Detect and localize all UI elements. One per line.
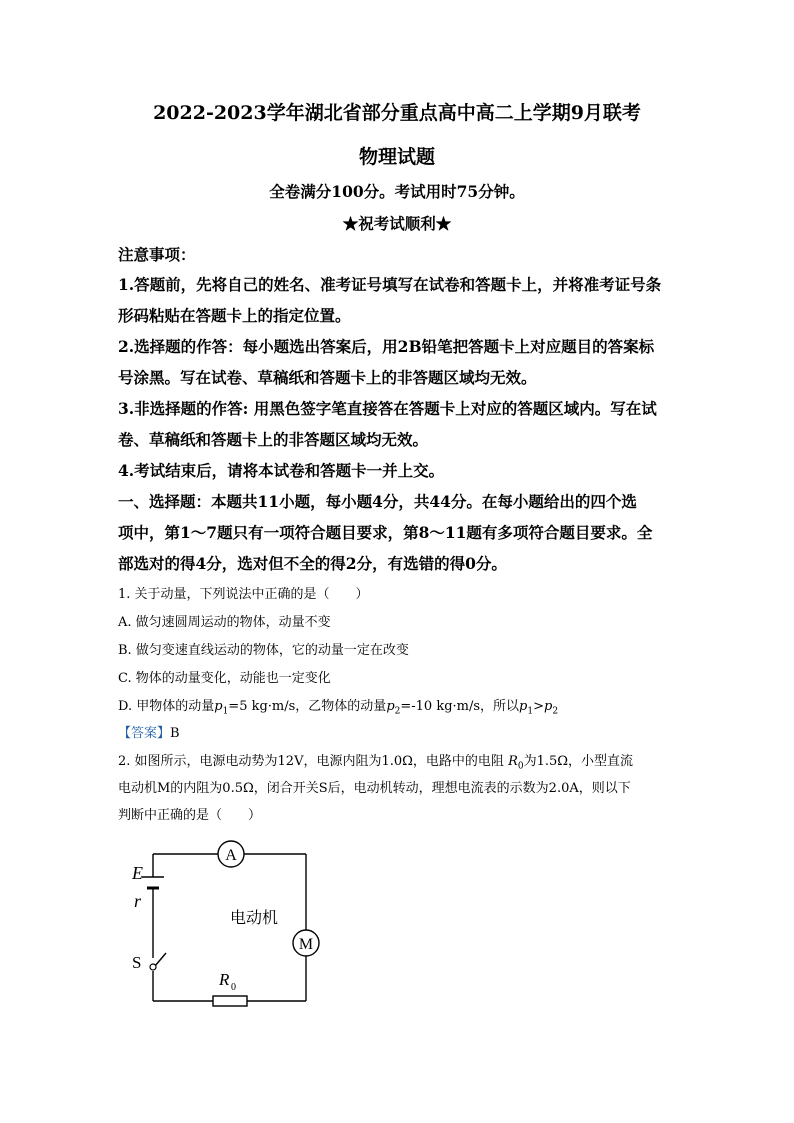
section-instructions: 项中，第1～7题只有一项符合题目要求，第8～11题有多项符合题目要求。全 xyxy=(118,523,653,542)
internal-resistance-label: r xyxy=(134,891,142,911)
note-line: 2.选择题的作答：每小题选出答案后，用2B铅笔把答题卡上对应题目的答案标 xyxy=(118,337,655,356)
q2-stem-line: 电动机M的内阻为0.5Ω，闭合开关S后，电动机转动，理想电流表的示数为2.0A，则以下 xyxy=(118,781,631,796)
note-line: 3.非选择题的作答: 用黑色签字笔直接答在答题卡上对应的答题区域内。写在试 xyxy=(118,399,657,418)
wish-line: ★祝考试顺利★ xyxy=(342,214,452,233)
section-instructions: 一、选择题：本题共11小题，每小题4分，共44分。在每小题给出的四个选 xyxy=(118,492,637,511)
circuit-diagram xyxy=(120,835,340,1015)
q2-stem-line: 判断中正确的是（ ） xyxy=(118,808,262,823)
note-line: 1.答题前，先将自己的姓名、准考证号填写在试卷和答题卡上，并将准考证号条 xyxy=(118,275,662,294)
switch-label: S xyxy=(132,953,142,972)
q1-option-a: A. 做匀速圆周运动的物体，动量不变 xyxy=(118,615,331,630)
exam-subtitle: 物理试题 xyxy=(358,146,435,168)
q1-option-c: C. 物体的动量变化，动能也一定变化 xyxy=(118,671,331,686)
section-instructions: 部选对的得4分，选对但不全的得2分，有选错的得0分。 xyxy=(118,554,507,573)
note-line: 形码粘贴在答题卡上的指定位置。 xyxy=(118,306,351,325)
ammeter-label: A xyxy=(225,847,237,864)
resistor-label: R xyxy=(219,970,230,989)
q1-option-d: D. 甲物体的动量$p_1=5$ kg·m/s，乙物体的动量$p_2=-10$ kg·m/s，所以$p_1>p_2$ xyxy=(118,699,559,717)
resistor-subscript: 0 xyxy=(231,982,236,993)
note-line: 号涂黑。写在试卷、草稿纸和答题卡上的非答题区域均无效。 xyxy=(118,368,537,387)
q1-answer: 【答案】B xyxy=(118,726,180,741)
answer-tag: 【答案】 xyxy=(118,726,171,741)
score-time-info: 全卷满分100分。考试用时75分钟。 xyxy=(269,182,525,201)
note-line: 4.考试结束后，请将本试卷和答题卡一并上交。 xyxy=(118,461,445,480)
switch-pivot xyxy=(150,964,156,970)
motor-text: 电动机 xyxy=(230,910,279,927)
motor-label: M xyxy=(298,936,314,953)
exam-title: 2022-2023学年湖北省部分重点高中高二上学期9月联考 xyxy=(153,102,641,124)
emf-label: E xyxy=(132,863,143,883)
note-line: 卷、草稿纸和答题卡上的非答题区域均无效。 xyxy=(118,430,429,449)
q2-stem-line: 2. 如图所示，电源电动势为12V，电源内阻为1.0Ω，电路中的电阻 $R_0$为1.5Ω，小型直流 xyxy=(118,754,634,772)
q1-stem: 1. 关于动量，下列说法中正确的是（ ） xyxy=(118,587,369,602)
q1-option-b: B. 做匀变速直线运动的物体，它的动量一定在改变 xyxy=(118,643,409,658)
notes-heading: 注意事项： xyxy=(118,245,196,264)
